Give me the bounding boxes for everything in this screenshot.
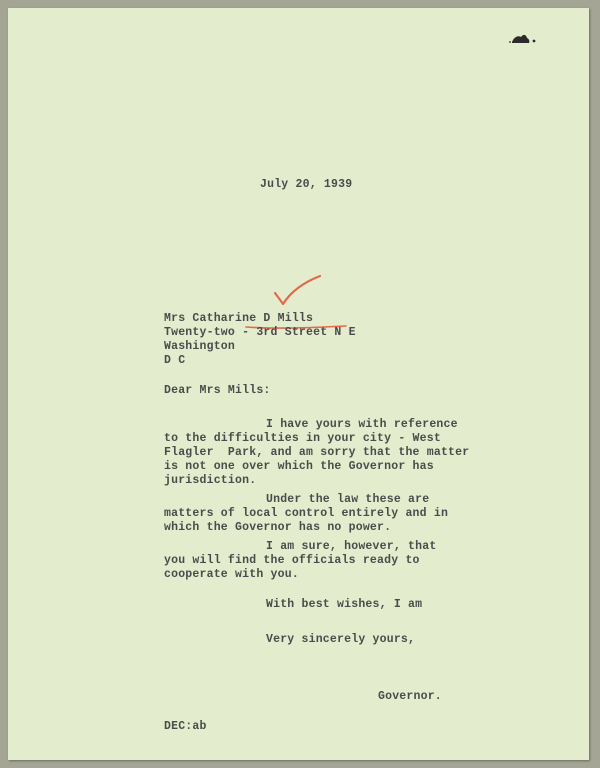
closing-line: With best wishes, I am [266,598,423,611]
recipient-name: Mrs Catharine D Mills [164,312,314,325]
body-line: which the Governor has no power. [164,521,392,534]
body-line: I have yours with reference [266,418,458,431]
reference-initials: DEC:ab [164,720,207,733]
body-line: to the difficulties in your city - West [164,432,441,445]
recipient-city: Washington [164,340,236,353]
body-line: Flagler Park, and am sorry that the matter [164,446,470,459]
body-line: I am sure, however, that [266,540,437,553]
body-line: cooperate with you. [164,568,299,581]
check-mark-icon [272,273,324,309]
body-line: Under the law these are [266,493,430,506]
body-line: is not one over which the Governor has [164,460,434,473]
signature-title: Governor. [378,690,442,703]
letter-page [8,8,589,760]
recipient-street: Twenty-two - 3rd Street N E [164,326,356,339]
body-line: you will find the officials ready to [164,554,420,567]
ink-blot-mark [508,31,538,45]
valediction: Very sincerely yours, [266,633,416,646]
body-line: jurisdiction. [164,474,257,487]
body-line: matters of local control entirely and in [164,507,449,520]
letter-date: July 20, 1939 [260,178,353,191]
recipient-region: D C [164,354,186,367]
salutation: Dear Mrs Mills: [164,384,271,397]
